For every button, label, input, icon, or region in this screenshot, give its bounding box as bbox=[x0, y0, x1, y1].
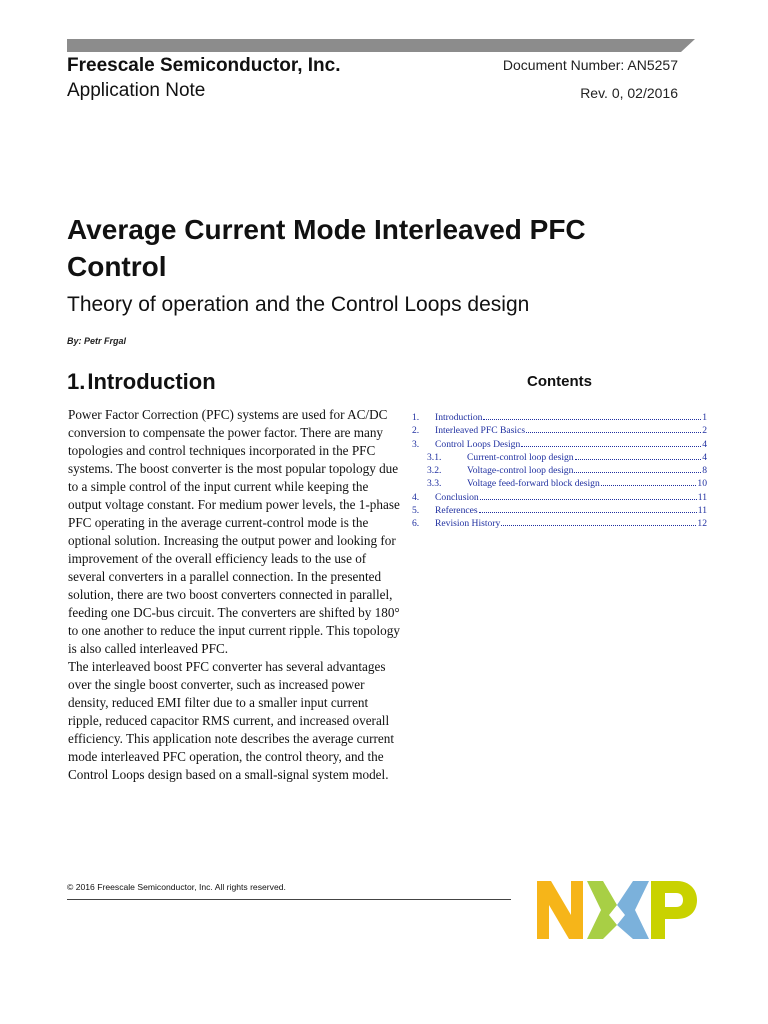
toc-item-number: 5. bbox=[412, 505, 420, 517]
title-line-2: Control bbox=[67, 251, 167, 282]
toc-item-number: 4. bbox=[412, 491, 420, 503]
section-title: Introduction bbox=[87, 369, 216, 394]
intro-paragraph-2: The interleaved boost PFC converter has several advantages over the single boost converter, such as increased power density, reduced EMI filter due to a smaller input current ripple, reduced capacitor RMS current, and increased overall efficiency. This application note describes the average current mode interleaved PFC operation, the control theory, and the Control Loops design based on a small-signal system model. bbox=[68, 659, 395, 782]
toc-leader-dots bbox=[483, 411, 701, 420]
nxp-logo-p bbox=[651, 881, 697, 939]
title-line-1: Average Current Mode Interleaved PFC bbox=[67, 214, 586, 245]
toc-item-page: 11 bbox=[697, 491, 707, 503]
toc-leader-dots bbox=[575, 451, 702, 460]
nxp-logo-x-left bbox=[587, 881, 617, 939]
toc-item-label[interactable]: Interleaved PFC Basics bbox=[435, 425, 526, 437]
toc-item-number: 3.2. bbox=[427, 465, 442, 477]
toc-item-page: 1 bbox=[702, 412, 707, 423]
toc-leader-dots bbox=[601, 477, 697, 486]
toc-item-page: 4 bbox=[702, 438, 707, 450]
author: By: Petr Frgal bbox=[67, 336, 127, 346]
document-type: Application Note bbox=[67, 80, 206, 101]
copyright-notice: © 2016 Freescale Semiconductor, Inc. All rights reserved. bbox=[67, 882, 286, 892]
toc-leader-dots bbox=[526, 424, 701, 433]
introduction-body bbox=[68, 406, 403, 784]
table-of-contents bbox=[412, 411, 707, 531]
document-title bbox=[67, 211, 677, 285]
toc-item-label[interactable]: Revision History bbox=[435, 518, 501, 530]
revision-date: Rev. 0, 02/2016 bbox=[580, 85, 678, 101]
intro-paragraph-1: Power Factor Correction (PFC) systems are used for AC/DC conversion to compensate the power factor. There are many topologies and control techniques incorporated in the PFC systems. The boost converter is the most popular topology due to a simple control of the input current while keeping the output voltage constant. For medium power levels, the 1-phase PFC operating in the average current-control mode is the optional solution. Increasing the output power and looking for improvement of the overall efficiency leads to the use of several converters in a parallel connection. In the presented solution, there are two boost converters connected in parallel, feeding one DC-bus circuit. The converters are shifted by 180° to one another to reduce the input current ripple. This topology is also called interleaved PFC. bbox=[68, 407, 400, 656]
toc-item[interactable] bbox=[412, 438, 707, 451]
toc-leader-dots bbox=[479, 504, 697, 513]
toc-item-page: 10 bbox=[697, 478, 707, 490]
toc-item-number: 2. bbox=[412, 425, 420, 437]
toc-item[interactable] bbox=[412, 411, 707, 424]
toc-item[interactable] bbox=[412, 491, 707, 504]
toc-item-label[interactable]: Conclusion bbox=[435, 491, 479, 503]
toc-item-number: 6. bbox=[412, 518, 420, 530]
section-heading-introduction bbox=[67, 369, 216, 395]
toc-item-number: 3.1. bbox=[427, 451, 442, 463]
toc-item[interactable] bbox=[412, 504, 707, 517]
company-name: Freescale Semiconductor, Inc. bbox=[67, 55, 341, 76]
toc-item[interactable] bbox=[412, 517, 707, 530]
toc-item[interactable] bbox=[412, 424, 707, 437]
nxp-logo bbox=[537, 879, 697, 941]
nxp-logo-x-right bbox=[617, 881, 649, 939]
toc-item-number: 3. bbox=[412, 438, 420, 450]
toc-leader-dots bbox=[501, 517, 696, 526]
toc-item-label[interactable]: Voltage-control loop design bbox=[467, 465, 574, 477]
toc-item-label[interactable]: Introduction bbox=[435, 412, 483, 423]
toc-item-page: 2 bbox=[702, 425, 707, 437]
document-number: Document Number: AN5257 bbox=[502, 57, 678, 73]
contents-heading: Contents bbox=[527, 373, 592, 390]
nxp-logo-n bbox=[537, 881, 583, 939]
toc-item-page: 11 bbox=[697, 505, 707, 517]
toc-item-page: 8 bbox=[702, 465, 707, 477]
toc-item[interactable] bbox=[412, 477, 707, 490]
toc-item-page: 4 bbox=[702, 451, 707, 463]
header-band bbox=[67, 39, 695, 52]
toc-item-label[interactable]: Current-control loop design bbox=[467, 451, 574, 463]
toc-item-number: 3.3. bbox=[427, 478, 442, 490]
toc-leader-dots bbox=[521, 438, 701, 447]
toc-leader-dots bbox=[480, 491, 697, 500]
toc-leader-dots bbox=[574, 464, 701, 473]
toc-item[interactable] bbox=[412, 464, 707, 477]
section-number: 1. bbox=[67, 369, 86, 394]
document-subtitle: Theory of operation and the Control Loops design bbox=[67, 293, 530, 316]
toc-item-number: 1. bbox=[412, 412, 420, 423]
toc-item-label[interactable]: Control Loops Design bbox=[435, 438, 521, 450]
toc-item-page: 12 bbox=[697, 518, 707, 530]
toc-item-label[interactable]: Voltage feed-forward block design bbox=[467, 478, 600, 490]
toc-item-label[interactable]: References bbox=[435, 505, 478, 517]
footer-divider bbox=[67, 899, 511, 900]
toc-item[interactable] bbox=[412, 451, 707, 464]
